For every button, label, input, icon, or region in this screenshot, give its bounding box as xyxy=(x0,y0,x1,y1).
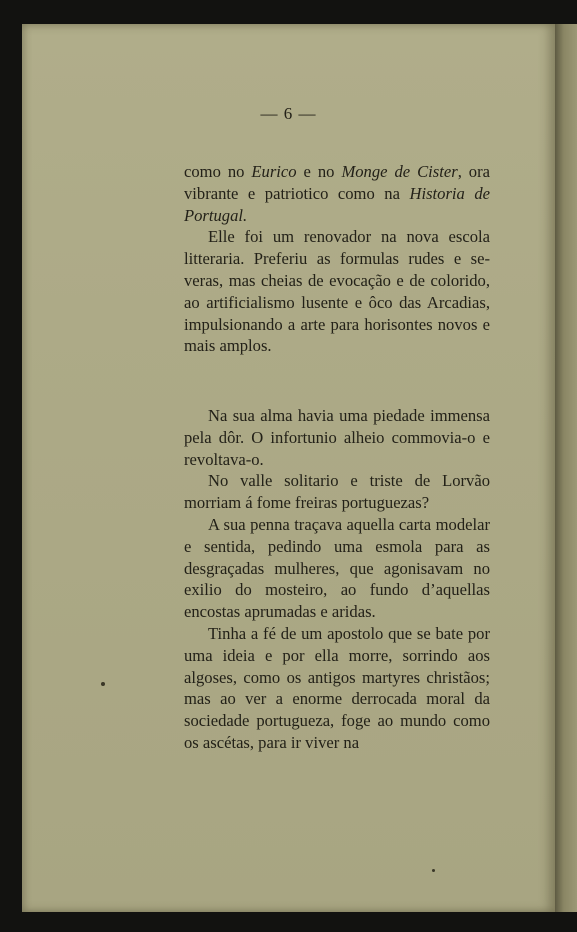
paragraph: Elle foi um renovador na nova escola litteraria. Preferiu as formulas rudes e severas, mas cheias de evocação e de colorido, ao artificialismo lusente e ôco das Arcadias, impulsionando a arte para horisontes novos e mais amplos. xyxy=(184,227,490,356)
paragraph: A sua penna traçava aquella carta modelar e sentida, pedindo uma esmola para as desgraçadas mulheres, que agonisavam no exilio do mosteiro, ao fundo d’aquellas encostas aprumadas e aridas. xyxy=(184,514,490,622)
ink-speck xyxy=(432,869,435,872)
adjacent-page-edge xyxy=(555,24,577,912)
book-title-historia-de-portugal: Historia de Portugal. xyxy=(184,183,490,225)
text-run: como no xyxy=(184,162,252,181)
book-title-monge-de-cister: Monge de Cister xyxy=(341,162,458,181)
ink-speck xyxy=(101,682,105,686)
paragraph xyxy=(184,161,490,226)
paragraph: Tinha a fé de um apostolo que se bate por uma ideia e por ella morre, sorrindo aos algoses, como os antigos martyres christãos; mas ao ver a enorme derrocada moral da sociedade portugueza, foge ao mundo como os ascétas, para ir viver na xyxy=(184,623,490,752)
paragraph: Na sua alma havia uma piedade immensa pela dôr. O infortunio alheio commovia-o e revoltava-o. xyxy=(184,406,490,469)
book-title-eurico: Eurico xyxy=(251,162,297,181)
paragraph: No valle solitario e triste de Lorvão morriam á fome freiras portuguezas? xyxy=(184,471,490,513)
text-block-bottom xyxy=(184,405,490,754)
text-block-top xyxy=(184,161,490,357)
page-number: — 6 — xyxy=(260,104,317,123)
text-run: e no xyxy=(296,162,342,181)
text-run: , ora vibrante e patriotico como na xyxy=(184,162,490,203)
